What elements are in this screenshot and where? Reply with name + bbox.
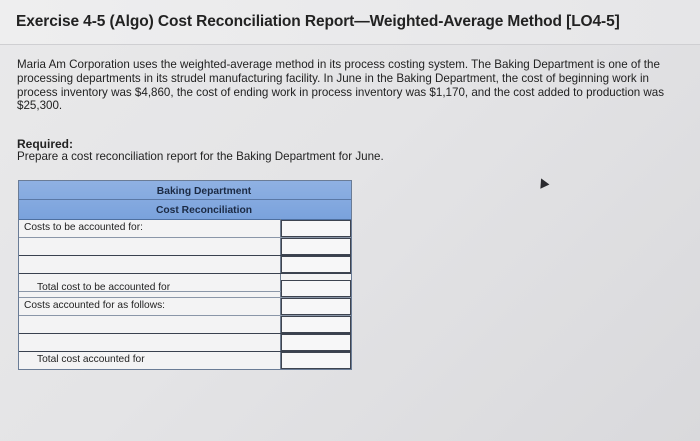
label-costs-to-be-accounted: Costs to be accounted for: [24,222,143,233]
required-label: Required: [17,137,74,151]
amount-input-2[interactable] [281,238,351,255]
amount-input-5[interactable] [281,316,351,333]
page-title: Exercise 4-5 (Algo) Cost Reconciliation Report—Weighted-Average Method [LO4-5] [16,13,620,30]
label-costs-accounted-for: Costs accounted for as follows: [24,300,165,311]
header-divider [19,199,351,200]
total-accounted-for-input[interactable] [281,352,351,369]
header-department: Baking Department [156,186,252,197]
amount-input-1[interactable] [281,220,351,237]
label-total-to-be-accounted: Total cost to be accounted for [37,282,171,293]
required-text: Prepare a cost reconciliation report for the Baking Department for June. [17,150,384,163]
cost-reconciliation-table [18,180,352,370]
mouse-pointer-icon [537,176,550,188]
amount-input-4[interactable] [281,298,351,315]
total-to-be-accounted-input[interactable] [281,280,351,297]
label-total-accounted-for: Total cost accounted for [37,354,145,365]
amount-input-3[interactable] [281,256,351,273]
table-header [19,181,351,220]
header-report-name: Cost Reconciliation [155,205,253,216]
problem-statement: Maria Am Corporation uses the weighted-average method in its process costing system. The Baking Department is one of the processing departments in its strudel manufacturing facility. In June in the Baking Department, the cost of beginning work in process inventory was $4,860, the cost of ending work in process inventory was $1,170, and the cost added to production was $25,300. [17,58,665,113]
title-bar [0,0,700,45]
amount-input-6[interactable] [281,334,351,351]
